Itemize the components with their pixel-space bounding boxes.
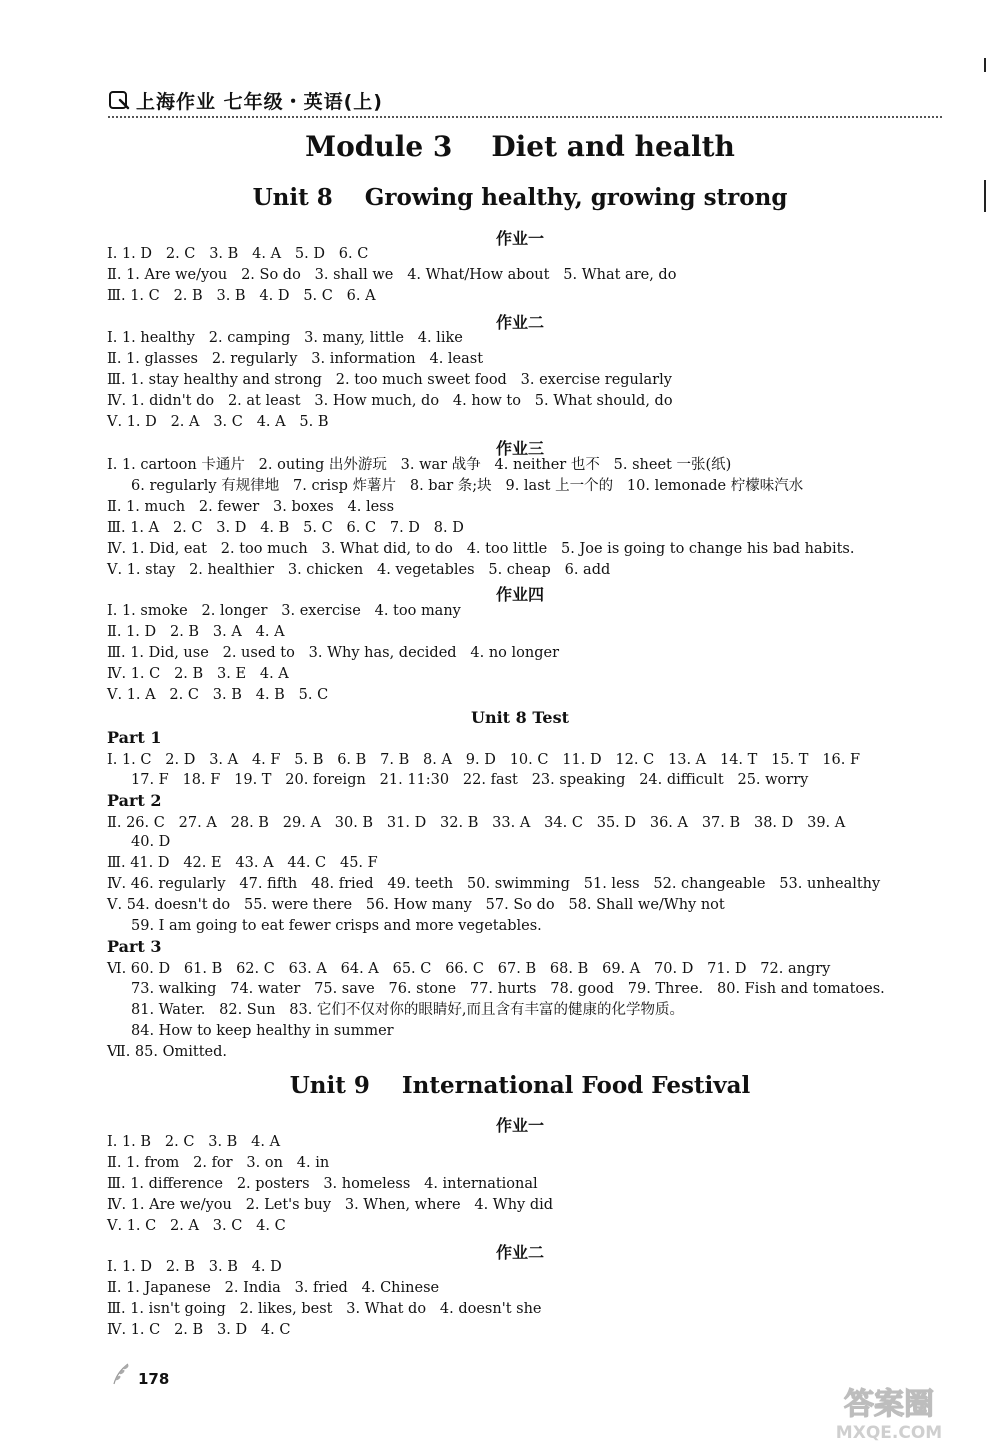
answer-line: Ⅲ. 1. C 2. B 3. B 4. D 5. C 6. A <box>107 288 376 304</box>
answer-line: Ⅳ. 1. C 2. B 3. D 4. C <box>107 1322 291 1338</box>
answer-line: Ⅴ. 1. C 2. A 3. C 4. C <box>107 1218 286 1234</box>
answer-line: Ⅱ. 1. much 2. fewer 3. boxes 4. less <box>107 499 395 515</box>
unit-9-hw2-title: 作业二 <box>495 1243 544 1262</box>
book-title: 上海作业 七年级・英语(上) <box>136 90 383 113</box>
answer-line: Ⅴ. 1. D 2. A 3. C 4. A 5. B <box>107 414 329 430</box>
answer-line: Ⅰ. 1. healthy 2. camping 3. many, little 4. like <box>107 330 463 346</box>
answer-line: Ⅰ. 1. D 2. C 3. B 4. A 5. D 6. C <box>107 246 369 262</box>
part-1-label: Part 1 <box>107 728 162 747</box>
answer-line: 6. regularly 有规律地 7. crisp 炸薯片 8. bar 条;块 9. last 上一个的 10. lemonade 柠檬味汽水 <box>131 478 804 494</box>
leaf-decoration-icon <box>110 1358 134 1388</box>
svg-text:MXQE.COM: MXQE.COM <box>835 1423 943 1443</box>
unit-8-hw2-title: 作业二 <box>495 313 544 332</box>
part-3-label: Part 3 <box>107 937 162 956</box>
answer-line: Ⅱ. 1. Japanese 2. India 3. fried 4. Chinese <box>107 1280 440 1296</box>
unit-8-hw3-title: 作业三 <box>495 439 544 458</box>
answer-line: 17. F 18. F 19. T 20. foreign 21. 11:30 22. fast 23. speaking 24. difficult 25. worry <box>131 772 809 788</box>
answer-line: Ⅱ. 1. Are we/you 2. So do 3. shall we 4. What/How about 5. What are, do <box>107 267 677 283</box>
unit-8-test-title: Unit 8 Test <box>471 708 569 727</box>
answer-line: Ⅱ. 26. C 27. A 28. B 29. A 30. B 31. D 32. B 33. A 34. C 35. D 36. A 37. B 38. D 39. A <box>107 815 846 831</box>
answer-line: Ⅰ. 1. cartoon 卡通片 2. outing 出外游玩 3. war 战争 4. neither 也不 5. sheet 一张(纸) <box>107 457 732 473</box>
answer-line: Ⅴ. 54. doesn't do 55. were there 56. How many 57. So do 58. Shall we/Why not <box>107 897 725 913</box>
margin-mark <box>984 58 986 72</box>
answer-line: Ⅳ. 1. C 2. B 3. E 4. A <box>107 666 289 682</box>
answer-line: Ⅲ. 1. A 2. C 3. D 4. B 5. C 6. C 7. D 8. D <box>107 520 464 536</box>
answer-line: Ⅲ. 1. stay healthy and strong 2. too much sweet food 3. exercise regularly <box>107 372 672 388</box>
unit-9-hw1-title: 作业一 <box>495 1116 544 1135</box>
answer-line: Ⅳ. 1. Are we/you 2. Let's buy 3. When, where 4. Why did <box>107 1197 554 1213</box>
answer-line: Ⅰ. 1. C 2. D 3. A 4. F 5. B 6. B 7. B 8. A 9. D 10. C 11. D 12. C 13. A 14. T 15. T 16. F <box>107 752 861 768</box>
unit-8-hw1-title: 作业一 <box>495 229 544 248</box>
answer-line: Ⅶ. 85. Omitted. <box>107 1044 228 1060</box>
answer-line: Ⅰ. 1. smoke 2. longer 3. exercise 4. too many <box>107 603 461 619</box>
unit-8-hw4-title: 作业四 <box>495 585 544 604</box>
answer-line: Ⅴ. 1. stay 2. healthier 3. chicken 4. vegetables 5. cheap 6. add <box>107 562 611 578</box>
answer-line: 40. D <box>131 834 171 850</box>
answer-line: 59. I am going to eat fewer crisps and more vegetables. <box>131 918 542 934</box>
book-logo-icon <box>108 89 130 111</box>
answer-line: Ⅰ. 1. D 2. B 3. B 4. D <box>107 1259 282 1275</box>
answer-line: 84. How to keep healthy in summer <box>131 1023 394 1039</box>
page-number-text: 178 <box>138 1370 170 1388</box>
answer-line: Ⅳ. 1. Did, eat 2. too much 3. What did, to do 4. too little 5. Joe is going to change his bad habits. <box>107 541 855 557</box>
unit-8-title: Unit 8 Growing healthy, growing strong <box>252 184 788 211</box>
watermark-logo <box>794 1380 984 1444</box>
answer-line: 73. walking 74. water 75. save 76. stone 77. hurts 78. good 79. Three. 80. Fish and tomatoes. <box>131 981 885 997</box>
answer-line: Ⅲ. 1. difference 2. posters 3. homeless 4. international <box>107 1176 538 1192</box>
part-2-label: Part 2 <box>107 791 162 810</box>
answer-line: Ⅲ. 1. isn't going 2. likes, best 3. What do 4. doesn't she <box>107 1301 542 1317</box>
answer-line: Ⅱ. 1. D 2. B 3. A 4. A <box>107 624 285 640</box>
answer-line: Ⅱ. 1. glasses 2. regularly 3. information 4. least <box>107 351 484 367</box>
unit-9-title: Unit 9 International Food Festival <box>289 1072 751 1099</box>
answer-line: Ⅲ. 1. Did, use 2. used to 3. Why has, decided 4. no longer <box>107 645 560 661</box>
page-number <box>110 1358 169 1388</box>
answer-line: Ⅱ. 1. from 2. for 3. on 4. in <box>107 1155 330 1171</box>
answer-line: Ⅴ. 1. A 2. C 3. B 4. B 5. C <box>107 687 329 703</box>
svg-text:答案圈: 答案圈 <box>844 1387 934 1422</box>
book-header <box>108 86 383 114</box>
answer-line: 81. Water. 82. Sun 83. 它们不仅对你的眼睛好,而且含有丰富的健康的化学物质。 <box>131 1002 685 1018</box>
header-divider <box>108 116 942 118</box>
answer-line: Ⅵ. 60. D 61. B 62. C 63. A 64. A 65. C 66. C 67. B 68. B 69. A 70. D 71. D 72. angry <box>107 961 831 977</box>
answer-line: Ⅰ. 1. B 2. C 3. B 4. A <box>107 1134 281 1150</box>
answer-line: Ⅳ. 46. regularly 47. fifth 48. fried 49. teeth 50. swimming 51. less 52. changeable 53. unhealthy <box>107 876 881 892</box>
module-title: Module 3 Diet and health <box>305 130 735 163</box>
answer-line: Ⅳ. 1. didn't do 2. at least 3. How much, do 4. how to 5. What should, do <box>107 393 673 409</box>
answer-line: Ⅲ. 41. D 42. E 43. A 44. C 45. F <box>107 855 378 871</box>
